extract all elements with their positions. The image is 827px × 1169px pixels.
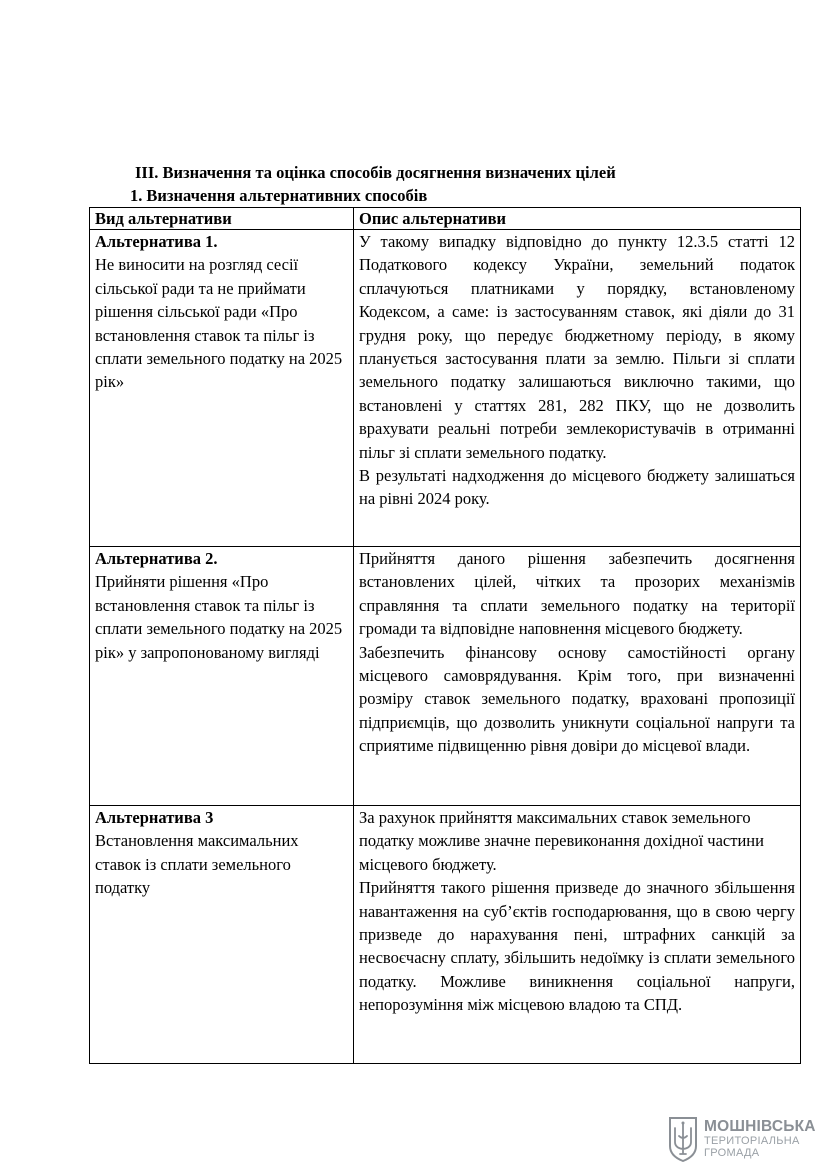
description-paragraph: В результаті надходження до місцевого бюджету залишаться на рівні 2024 року. [359, 466, 795, 509]
alternative-text: Встановлення максимальних ставок із сплати земельного податку [95, 831, 299, 898]
description-cell [354, 806, 801, 1064]
alternative-name: Альтернатива 1. [95, 232, 218, 251]
alternatives-table [89, 207, 801, 1064]
subsection-number: 1. [130, 186, 143, 205]
logo-line-2: ТЕРИТОРІАЛЬНА [704, 1134, 800, 1147]
alternative-text: Не виносити на розгляд сесії сільської ради та не приймати рішення сільської ради «Про встановлення ставок та пільг із сплати земельного податку на 2025 рік» [95, 255, 343, 392]
description-cell [354, 230, 801, 547]
description-paragraph: Прийняття даного рішення забезпечить досягнення встановлених цілей, чітких та прозорих механізмів справляння та сплати земельного податку на території громади та відповідне наповнення місцевого бюджету. [359, 549, 795, 639]
description-paragraph: Забезпечить фінансову основу самостійності органу місцевого самоврядування. Крім того, при визначенні розміру ставок земельного податку, враховані пропозиції підприємців, що дозволить уникнути соціальної напруги та сприятиме підвищенню рівня довіри до місцевої влади. [359, 642, 795, 756]
description-paragraph: За рахунок прийняття максимальних ставок земельного податку можливе значне перевиконання дохідної частини місцевого бюджету. [359, 808, 764, 874]
logo-text [704, 1119, 816, 1159]
alternative-name: Альтернатива 3 [95, 808, 214, 827]
community-logo [668, 1115, 816, 1163]
table-row [90, 230, 801, 547]
description-paragraph: Прийняття такого рішення призведе до значного збільшення навантаження на суб’єктів господарювання, що в свою чергу призведе до нарахування пені, штрафних санкцій за несвоєчасну сплату, збільшить недоїмку із сплати земельного податку. Можливе виникнення соціальної напруги, непорозуміння між місцевою владою та СПД. [359, 878, 795, 1015]
logo-line-3: ГРОМАДА [704, 1146, 760, 1159]
table-row [90, 806, 801, 1064]
alternative-text: Прийняти рішення «Про встановлення ставок та пільг із сплати земельного податку на 2025 рік» у запропонованому вигляді [95, 572, 343, 662]
subsection-title [130, 186, 427, 206]
table-header-row [90, 208, 801, 230]
description-paragraph: У такому випадку відповідно до пункту 12.3.5 статті 12 Податкового кодексу України, земельний податок сплачуються платниками у порядку, встановленому Кодексом, а саме: із застосуванням ставок, які діяли до 31 грудня року, що передує бюджетному періоду, в якому планується застосування плати за землю. Пільги зі сплати земельного податку залишаються виключно такими, що встановлені у статтях 281, 282 ПКУ, що не дозволить врахувати реальні потреби землекористувачів в отриманні пільг зі сплати земельного податку. [359, 232, 795, 462]
description-cell [354, 547, 801, 806]
alternative-cell [90, 230, 354, 547]
logo-line-1: МОШНІВСЬКА [704, 1118, 816, 1136]
alternative-name: Альтернатива 2. [95, 549, 218, 568]
subsection-title-text: Визначення альтернативних способів [146, 186, 428, 205]
header-alternative-description: Опис альтернативи [354, 208, 801, 230]
trident-coat-of-arms-icon [668, 1116, 698, 1162]
section-title: III. Визначення та оцінка способів досягнення визначених цілей [135, 163, 616, 182]
alternative-cell [90, 547, 354, 806]
alternative-cell [90, 806, 354, 1064]
header-alternative-type: Вид альтернативи [90, 208, 354, 230]
table-row [90, 547, 801, 806]
